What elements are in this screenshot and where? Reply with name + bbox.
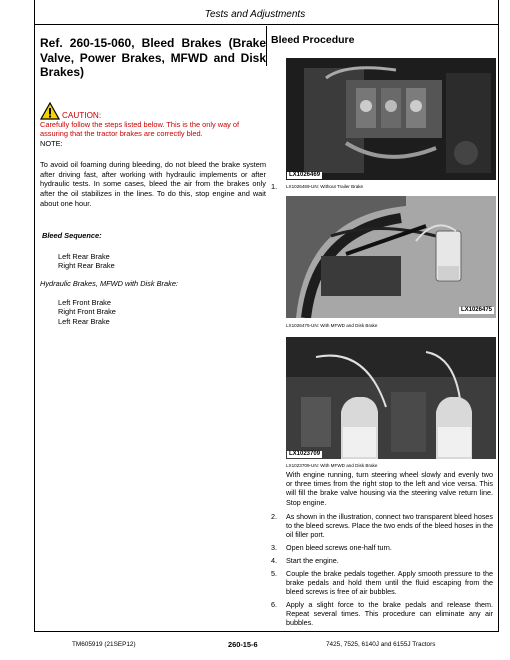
footer-models: 7425, 7525, 6140J and 6155J Tractors bbox=[326, 641, 436, 648]
sequence-list bbox=[58, 252, 266, 271]
figure-tag: LX1026475 bbox=[460, 307, 492, 313]
step-list bbox=[286, 470, 493, 507]
step-text: Couple the brake pedals together. Apply smooth pressure to the brake pedals and hold them until the fluid escaping from the bleed screws is free of air bubbles. bbox=[286, 568, 493, 596]
procedure-title: Ref. 260-15-060, Bleed Brakes (Brake Valve, Power Brakes, MFWD and Disk Brakes) bbox=[40, 36, 266, 79]
step-list-numbered bbox=[271, 512, 493, 631]
step-text: Open bleed screws one-half turn. bbox=[286, 543, 392, 553]
step-number: 2. bbox=[271, 512, 277, 521]
photo-brake-valve bbox=[286, 58, 496, 180]
right-border-line bbox=[498, 0, 499, 631]
step-item bbox=[271, 556, 493, 565]
figure-number: 1. bbox=[271, 182, 278, 191]
photo-bleed-hoses bbox=[286, 337, 496, 459]
sequence-item: Left Rear Brake bbox=[58, 251, 110, 261]
sequence-heading: Bleed Sequence: bbox=[42, 231, 102, 241]
step-text: Apply a slight force to the brake pedals and release them. Repeat several times. This procedure can eliminate any air bubbles. bbox=[286, 599, 493, 628]
footer-doc-id: TM605919 (21SEP12) bbox=[72, 641, 136, 648]
figure-caption: LX1026475-UN: With MFWD and Disk Brake bbox=[286, 323, 378, 328]
sequence-item: Right Rear Brake bbox=[58, 261, 115, 271]
figure-tag: LX1026469 bbox=[289, 172, 321, 178]
step-item bbox=[271, 512, 493, 540]
note-text: To avoid oil foaming during bleeding, do not bleed the brake system after driving fast, after working with hydraulic implements or after hydraulic tests. In some cases, bleed the air from the brakes only after the oil stabilizes in the lines. To do this, stop engine and wait about one hour. bbox=[40, 160, 266, 208]
step-number: 3. bbox=[271, 543, 277, 553]
photo-disk-brake-wheel bbox=[286, 196, 496, 318]
caution-label: CAUTION: bbox=[62, 110, 102, 120]
disk-item: Right Front Brake bbox=[58, 307, 116, 317]
figure-caption: LX1026469-UN: Without Trailer Brake bbox=[286, 184, 364, 189]
bleed-procedure-title: Bleed Procedure bbox=[271, 34, 355, 46]
step-number: 4. bbox=[271, 555, 277, 565]
step-number: 6. bbox=[271, 599, 277, 609]
step-text: Start the engine. bbox=[286, 555, 339, 565]
left-border-line bbox=[34, 0, 35, 631]
right-column bbox=[271, 36, 499, 46]
warning-triangle-icon bbox=[40, 102, 60, 120]
footer-page-number: 260-15-6 bbox=[228, 640, 258, 649]
disk-brake-list bbox=[58, 298, 266, 327]
page-header: Tests and Adjustments bbox=[204, 9, 306, 20]
step-item bbox=[271, 543, 493, 552]
footer-rule bbox=[34, 631, 499, 632]
step-item bbox=[271, 600, 493, 628]
step-1-text: With engine running, turn steering wheel slowly and evenly two or three times from the right stop to the left and vice versa. This will fill the brake valve housing via the steering valve return line. Stop engine. bbox=[286, 470, 493, 507]
figure-caption: LX1023709-UN: With MFWD and Disk Brake bbox=[286, 463, 378, 468]
note-label: NOTE: bbox=[40, 138, 63, 148]
disk-item: Left Front Brake bbox=[58, 297, 111, 307]
disk-brake-heading: Hydraulic Brakes, MFWD with Disk Brake: bbox=[40, 279, 178, 289]
column-divider bbox=[266, 26, 267, 66]
step-text: As shown in the illustration, connect two transparent bleed hoses to the bleed screws. Place the two ends of the bleed hoses in the oil filler port. bbox=[286, 512, 493, 540]
figure-tag: LX1023709 bbox=[289, 451, 321, 457]
step-item bbox=[271, 569, 493, 597]
caution-row bbox=[40, 102, 266, 120]
left-column bbox=[40, 36, 266, 326]
disk-item: Left Rear Brake bbox=[58, 316, 110, 326]
header-rule bbox=[34, 24, 499, 25]
step-number: 5. bbox=[271, 568, 277, 578]
caution-text: Carefully follow the steps listed below. This is the only way of assuring that the tractor brakes are correctly bled. bbox=[40, 119, 240, 139]
